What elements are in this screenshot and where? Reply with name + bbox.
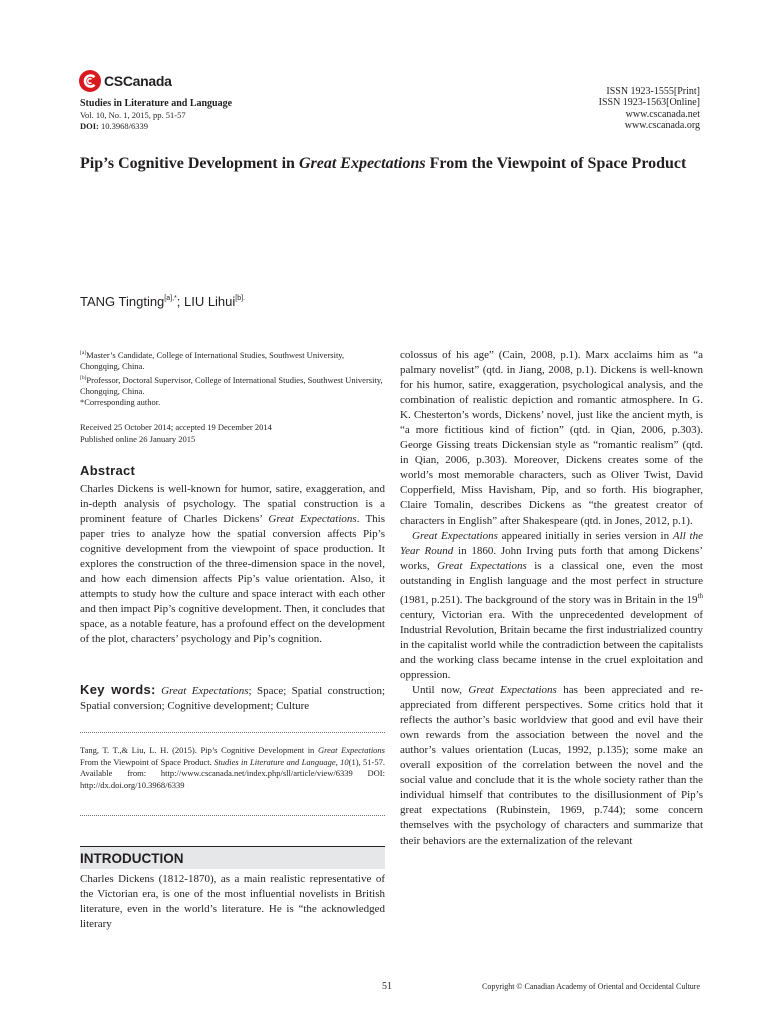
cscanada-logo-icon bbox=[78, 69, 102, 93]
citation bbox=[80, 745, 385, 791]
author-2-sup: [b]. bbox=[235, 295, 246, 302]
issn-print: ISSN 1923-1555[Print] bbox=[606, 86, 700, 97]
corresponding-author: *Corresponding author. bbox=[80, 397, 161, 408]
italic-title: Great Expectations bbox=[468, 684, 557, 697]
doi-line bbox=[80, 121, 148, 131]
received-dates: Received 25 October 2014; accepted 19 December 2014 bbox=[80, 422, 272, 432]
citation-part-2: From the Viewpoint of Space Product. bbox=[80, 756, 215, 767]
citation-italic: Great Expectations bbox=[317, 745, 385, 755]
affil-b-sup: [b] bbox=[80, 374, 87, 381]
website-link-org[interactable]: www.cscanada.org bbox=[624, 120, 700, 132]
right-column-text bbox=[400, 348, 703, 849]
text-run: has been appreciated and re-appreciated from different perspectives. Some critics hold that it reflects the author’s basic worldview that good and evil have their own rewards from the association between the novel and the author’s values orientation (Lucas, 1992, p.135); some make an overall exposition of the correlation between the novel and the social value and conclude that it is the whole society rather than the individual himself that contributes to the disillusionment of Pip’s great expectations (Rubinstein, 1969, p.744); some concern themselves with the psychology of characters and summarize that their behaviors are the externalization of the relevant bbox=[400, 684, 703, 847]
dates bbox=[80, 422, 386, 445]
paragraph-1: colossus of his age” (Cain, 2008, p.1). Marx acclaims him as “a palmary novelist” (qtd. in Jiang, 2008, p.1). Dickens is well-known for his humor, satire, exaggeration, psychological analysis, and the combination of realistic depiction and romantic atmosphere. In G. K. Chesterton’s words, Dickens’ novel, just like the ancient myth, is “a more fictitious kind of fiction” (qtd. in Qian, 2006, p.303). George Gissing treats Dickensian style as “romantic realism” (qtd. in Qian, 2006, p.303). Moreover, Dickens creates some of the world’s most memorable characters, such as Oliver Twist, David Copperfield, Miss Havisham, Pip, and so forth. His biographer, Claire Tomalin, describes Dickens as “the greatest creator of characters in English” after Shakespeare (qtd. in Jones, 2012, p.1). bbox=[400, 349, 703, 527]
doi-value: 10.3968/6339 bbox=[98, 121, 149, 131]
affiliations bbox=[80, 348, 386, 408]
journal-name: Studies in Literature and Language bbox=[80, 98, 233, 109]
abstract-part-end: . This paper tries to analyze how the spatial conversion affects Pip’s cognitive development from the viewpoint of space production. It explores the construction of the three-dimension space in the novel, and how each dimension affects Pip’s value orientation. Also, it attempts to study how the culture and space interact with each other and then impact Pip’s cognitive development. Then, it concludes that space, as a notable feature, has a profound effect on the development of the plot, characters’ psychology and Pip’s cognition. bbox=[80, 513, 385, 646]
introduction-text: Charles Dickens (1812-1870), as a main realistic representative of the Victorian era, is one of the most influential novelists in British literature, even in the world’s literature. He is “the acknowledged literary bbox=[80, 873, 385, 931]
page-number: 51 bbox=[382, 981, 392, 992]
publisher-logo bbox=[78, 69, 172, 95]
divider bbox=[80, 815, 385, 816]
author-line bbox=[80, 294, 245, 309]
author-2: ; LIU Lihui bbox=[176, 294, 236, 309]
divider bbox=[80, 732, 385, 733]
text-run: appeared initially in series version in bbox=[497, 529, 673, 542]
title-part: Pip’s Cognitive Development in bbox=[80, 155, 299, 172]
abstract-text bbox=[80, 482, 385, 648]
copyright-notice: Copyright © Canadian Academy of Oriental and Occidental Culture bbox=[481, 982, 700, 991]
introduction-heading: INTRODUCTION bbox=[80, 851, 184, 866]
italic-title: All the Year Round bbox=[400, 529, 703, 557]
author-1: TANG Tingting bbox=[80, 294, 165, 309]
title-part-end: From the Viewpoint of Space Product bbox=[425, 155, 687, 172]
paragraph-2 bbox=[400, 529, 703, 683]
superscript: th bbox=[697, 591, 703, 600]
affil-b: Professor, Doctoral Supervisor, College of International Studies, Southwest University, Chongqing, China. bbox=[80, 374, 383, 396]
article-title bbox=[80, 155, 710, 173]
title-italic: Great Expectations bbox=[298, 155, 426, 172]
affil-a-sup: [a] bbox=[80, 350, 87, 356]
text-run: Until now, bbox=[412, 684, 469, 697]
issn-online: ISSN 1923-1563[Online] bbox=[598, 97, 700, 109]
text-run: is a classical one, even the most outstanding in English language and the most perfect in structure (1981, p.251). The background of the story was in Britain in the 19 bbox=[400, 559, 703, 606]
abstract-italic: Great Expectations bbox=[268, 513, 357, 526]
keywords-list: ; Space; Spatial construction; Spatial conversion; Cognitive development; Culture bbox=[80, 685, 386, 713]
citation-part-3[interactable]: (1), 51-57. Available from: http://www.cscanada.net/index.php/sll/article/view/6339 DOI: http://dx.doi.org/10.3968/6339 bbox=[80, 756, 386, 790]
doi-label: DOI: bbox=[80, 121, 99, 131]
text-run: in 1860. John Irving puts forth that among Dickens’ works, bbox=[400, 544, 703, 572]
published-date: Published online 26 January 2015 bbox=[80, 433, 196, 444]
abstract-part: Charles Dickens is well-known for humor, satire, exaggeration, and in-depth analysis of psychology. The spatial construction is a prominent feature of Charles Dickens’ bbox=[80, 483, 385, 526]
citation-part: Tang, T. T.,& Liu, L. H. (2015). Pip’s Cognitive Development in bbox=[80, 745, 318, 755]
keywords bbox=[80, 682, 385, 714]
keywords-italic: Great Expectations bbox=[161, 685, 249, 697]
citation-journal: Studies in Literature and Language, 10 bbox=[214, 756, 349, 767]
issn-block bbox=[599, 86, 700, 132]
italic-title: Great Expectations bbox=[437, 559, 527, 572]
volume-info: Vol. 10, No. 1, 2015, pp. 51-57 bbox=[80, 110, 186, 120]
website-link-net[interactable]: www.cscanada.net bbox=[625, 108, 700, 120]
affil-a: Master’s Candidate, College of International Studies, Southwest University, Chongqing, China. bbox=[80, 350, 345, 372]
abstract-heading: Abstract bbox=[80, 463, 136, 478]
text-run: century, Victorian era. With the unprecedented development of Industrial Revolution, Britain became the first industrialized country in the capitalist world while the contradiction between the capitalists and the working class became intense in the cruel exploitation and oppression. bbox=[400, 608, 703, 681]
keywords-label: Key words: bbox=[80, 682, 156, 697]
paragraph-3 bbox=[400, 683, 703, 849]
logo-text: CSCanada bbox=[104, 73, 172, 89]
author-1-sup: [a],* bbox=[164, 295, 177, 302]
italic-title: Great Expectations bbox=[412, 529, 498, 542]
introduction-heading-bar bbox=[80, 846, 385, 869]
